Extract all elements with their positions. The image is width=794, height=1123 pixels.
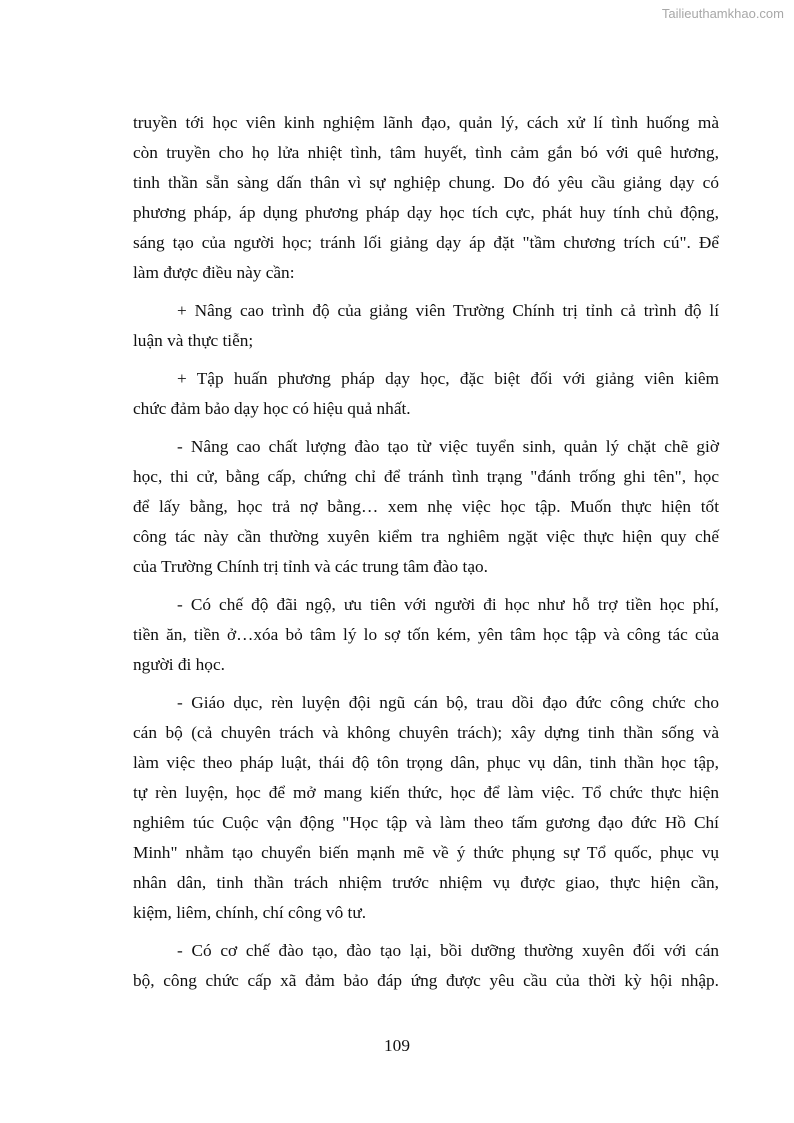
text-line: - Có chế độ đãi ngộ, ưu tiên với người đi học như hỗ trợ tiền học phí, <box>177 595 719 614</box>
document-body <box>133 108 719 1004</box>
text-line: - Nâng cao chất lượng đào tạo từ việc tuyển sinh, quản lý chặt chẽ giờ <box>177 437 719 456</box>
text-line: còn truyền cho họ lửa nhiệt tình, tâm huyết, tình cảm gắn bó với quê hương, <box>133 143 719 162</box>
page-number: 109 <box>384 1036 410 1055</box>
watermark: Tailieuthamkhao.com <box>661 6 784 21</box>
text-line: - Có cơ chế đào tạo, đào tạo lại, bồi dưỡng thường xuyên đối với cán <box>177 941 719 960</box>
text-line: phương pháp, áp dụng phương pháp dạy học tích cực, phát huy tính chủ động, <box>133 203 719 222</box>
text-line: Minh" nhằm tạo chuyển biến mạnh mẽ về ý thức phụng sự Tổ quốc, phục vụ <box>133 843 719 862</box>
text-line: tinh thần sẵn sàng dấn thân vì sự nghiệp chung. Do đó yêu cầu giảng dạy có <box>133 173 719 192</box>
text-line: của Trường Chính trị tỉnh và các trung tâm đào tạo. <box>133 557 488 576</box>
paragraph <box>133 108 719 288</box>
text-line: + Nâng cao trình độ của giảng viên Trường Chính trị tỉnh cả trình độ lí <box>177 301 719 320</box>
text-line: công tác này cần thường xuyên kiểm tra nghiêm ngặt việc thực hiện quy chế <box>133 527 719 546</box>
paragraph <box>133 296 719 356</box>
paragraph <box>133 590 719 680</box>
text-line: luận và thực tiễn; <box>133 331 254 350</box>
text-line: tự rèn luyện, học để mở mang kiến thức, học để làm việc. Tổ chức thực hiện <box>133 783 719 802</box>
text-line: bộ, công chức cấp xã đảm bảo đáp ứng được yêu cầu của thời kỳ hội nhập. <box>133 971 719 990</box>
text-line: truyền tới học viên kinh nghiệm lãnh đạo, quản lý, cách xử lí tình huống mà <box>133 113 719 132</box>
text-line: - Giáo dục, rèn luyện đội ngũ cán bộ, trau dồi đạo đức công chức cho <box>177 693 719 712</box>
text-line: cán bộ (cả chuyên trách và không chuyên trách); xây dựng tinh thần sống và <box>133 723 719 742</box>
text-line: làm việc theo pháp luật, thái độ tôn trọng dân, phục vụ dân, tinh thần học tập, <box>133 753 719 772</box>
text-line: kiệm, liêm, chính, chí công vô tư. <box>133 903 367 922</box>
paragraph <box>133 936 719 996</box>
text-line: + Tập huấn phương pháp dạy học, đặc biệt đối với giảng viên kiêm <box>177 369 719 388</box>
text-line: nhân dân, tinh thần trách nhiệm trước nhiệm vụ được giao, thực hiện cần, <box>133 873 719 892</box>
text-line: học, thi cử, bằng cấp, chứng chỉ để tránh tình trạng "đánh trống ghi tên", học <box>133 467 719 486</box>
text-line: sáng tạo của người học; tránh lối giảng dạy áp đặt "tầm chương trích cú". Để <box>133 233 719 252</box>
text-line: chức đảm bảo dạy học có hiệu quả nhất. <box>133 399 411 418</box>
text-line: tiền ăn, tiền ở…xóa bỏ tâm lý lo sợ tốn kém, yên tâm học tập và công tác của <box>133 625 719 644</box>
text-line: nghiêm túc Cuộc vận động "Học tập và làm theo tấm gương đạo đức Hồ Chí <box>133 813 719 832</box>
paragraph <box>133 432 719 582</box>
text-line: người đi học. <box>133 655 225 674</box>
text-line: để lấy bằng, học trả nợ bằng… xem nhẹ việc học tập. Muốn thực hiện tốt <box>133 497 719 516</box>
text-line: làm được điều này cần: <box>133 263 295 282</box>
paragraph <box>133 364 719 424</box>
paragraph <box>133 688 719 928</box>
